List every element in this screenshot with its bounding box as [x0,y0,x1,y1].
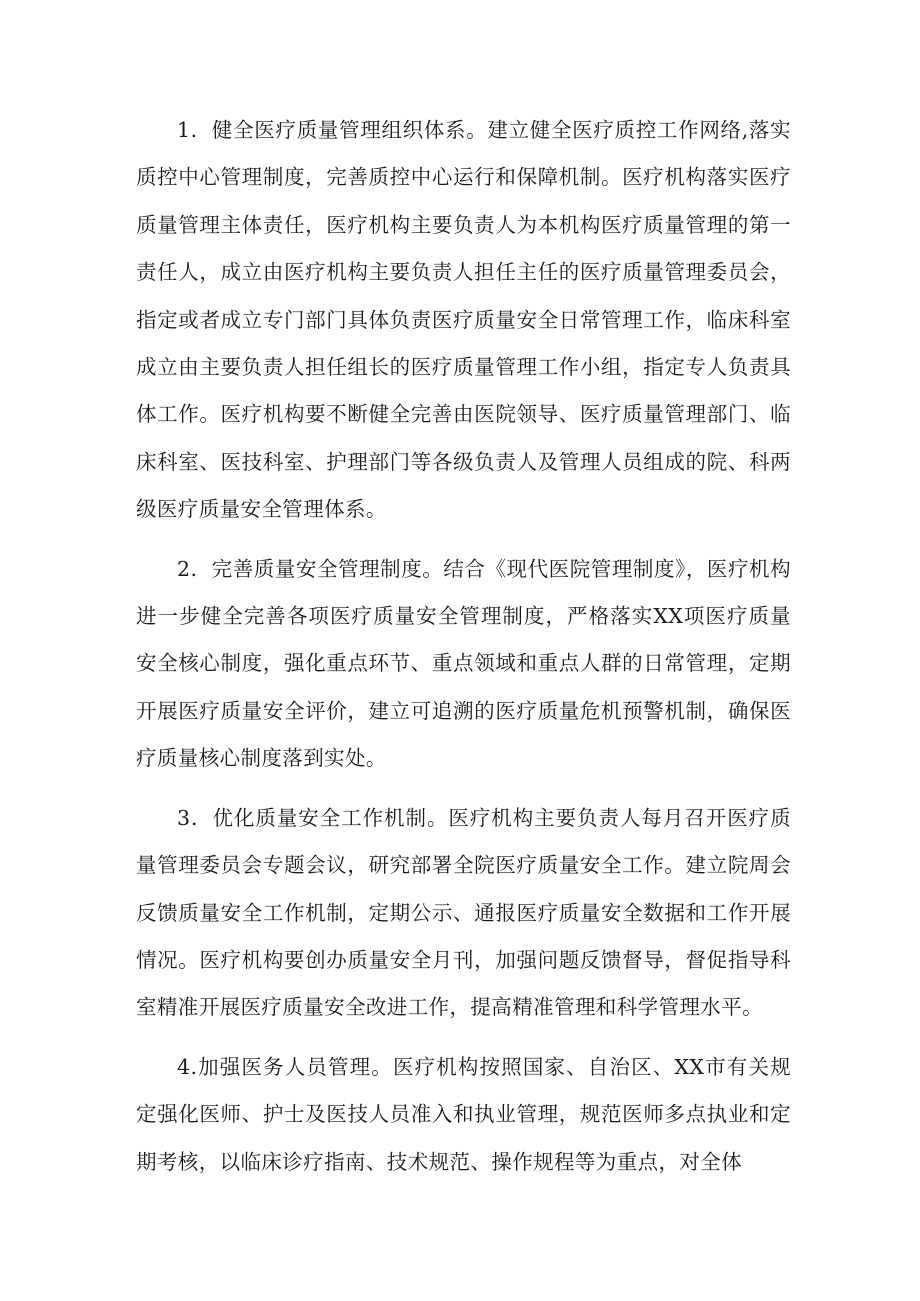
paragraph-2: 2．完善质量安全管理制度。结合《现代医院管理制度》，医疗机构进一步健全完善各项医疗质量安全管理制度，严格落实XX项医疗质量安全核心制度，强化重点环节、重点领域和重点人群的日常管理，定期开展医疗质量安全评价，建立可追溯的医疗质量危机预警机制，确保医疗质量核心制度落到实处。 [136,556,791,771]
paragraph-3: 3．优化质量安全工作机制。医疗机构主要负责人每月召开医疗质量管理委员会专题会议，研究部署全院医疗质量安全工作。建立院周会反馈质量安全工作机制，定期公示、通报医疗质量安全数据和工作开展情况。医疗机构要创办质量安全月刊，加强问题反馈督导，督促指导科室精准开展医疗质量安全改进工作，提高精准管理和科学管理水平。 [136,805,791,1020]
document-body [136,107,791,1186]
paragraph-1: 1．健全医疗质量管理组织体系。建立健全医疗质控工作网络,落实质控中心管理制度，完善质控中心运行和保障机制。医疗机构落实医疗质量管理主体责任，医疗机构主要负责人为本机构医疗质量管理的第一责任人，成立由医疗机构主要负责人担任主任的医疗质量管理委员会，指定或者成立专门部门具体负责医疗质量安全日常管理工作，临床科室成立由主要负责人担任组长的医疗质量管理工作小组，指定专人负责具体工作。医疗机构要不断健全完善由医院领导、医疗质量管理部门、临床科室、医技科室、护理部门等各级负责人及管理人员组成的院、科两级医疗质量安全管理体系。 [136,118,791,522]
paragraph-4: 4.加强医务人员管理。医疗机构按照国家、自治区、XX市有关规定强化医师、护士及医技人员准入和执业管理，规范医师多点执业和定期考核，以临床诊疗指南、技术规范、操作规程等为重点，对全体 [136,1054,791,1174]
